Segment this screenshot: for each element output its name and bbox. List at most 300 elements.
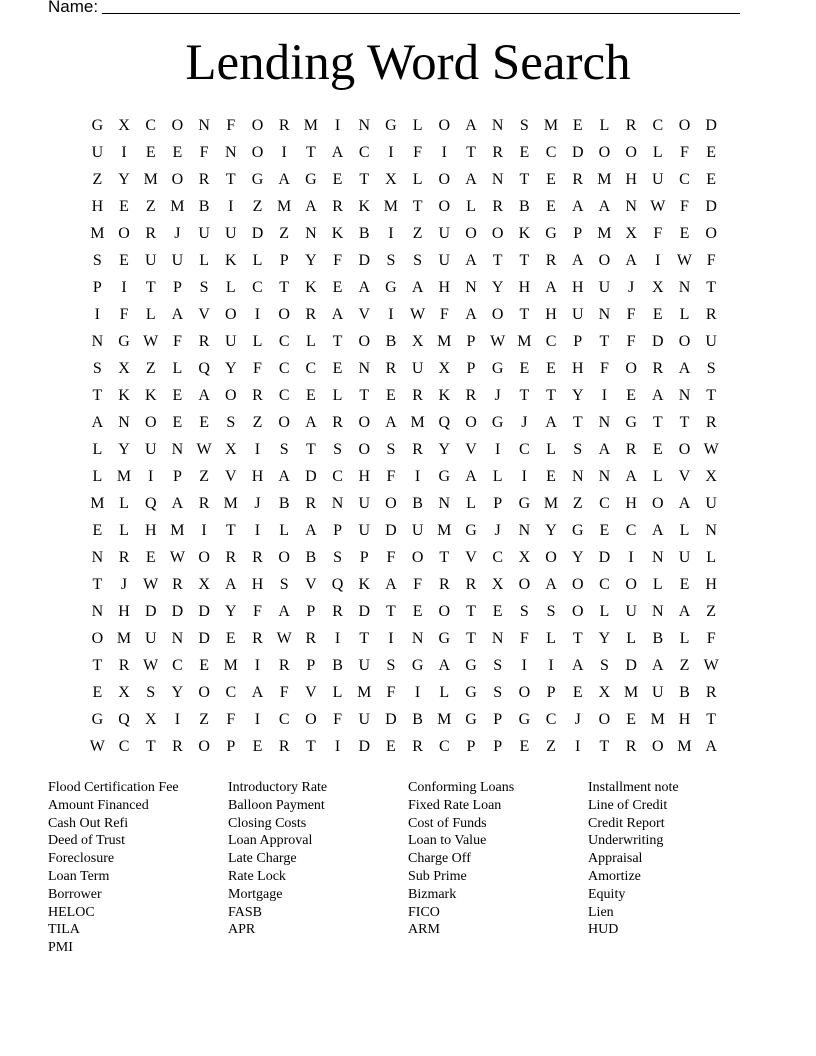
grid-letter: X	[411, 333, 424, 350]
grid-letter: A	[225, 576, 237, 593]
grid-letter: I	[254, 657, 261, 674]
grid-letter: K	[358, 198, 370, 215]
grid-letter: F	[386, 549, 396, 566]
grid-letter: U	[705, 495, 717, 512]
grid-letter: V	[358, 306, 370, 323]
grid-letter: D	[198, 630, 210, 647]
grid-letter: E	[679, 576, 690, 593]
grid-letter: H	[545, 306, 557, 323]
grid-letter: T	[652, 414, 663, 431]
grid-letter: E	[652, 306, 663, 323]
grid-letter: X	[198, 576, 210, 593]
grid-letter: Z	[199, 711, 209, 728]
grid-letter: I	[254, 441, 261, 458]
grid-letter: L	[679, 630, 690, 647]
grid-letter: S	[599, 657, 609, 674]
grid-letter: F	[386, 468, 396, 485]
grid-letter: N	[705, 522, 717, 539]
grid-letter: Z	[572, 495, 583, 512]
grid-letter: P	[172, 468, 182, 485]
grid-letter: J	[574, 711, 581, 728]
grid-letter: J	[494, 387, 501, 404]
grid-letter: L	[439, 684, 450, 701]
grid-letter: O	[278, 549, 290, 566]
grid-letter: T	[599, 738, 610, 755]
grid-letter: L	[466, 198, 476, 215]
grid-letter: H	[571, 360, 584, 377]
grid-letter: R	[438, 576, 450, 593]
grid-letter: E	[546, 360, 556, 377]
search-word: Amount Financed	[48, 797, 149, 813]
grid-letter: L	[626, 630, 636, 647]
grid-letter: R	[705, 684, 717, 701]
grid-letter: N	[358, 117, 370, 134]
grid-letter: T	[706, 387, 717, 404]
grid-letter: L	[412, 117, 423, 134]
grid-letter: R	[198, 495, 210, 512]
grid-letter: E	[332, 171, 343, 188]
grid-letter: R	[412, 441, 423, 458]
grid-letter: O	[545, 549, 557, 566]
grid-letter: A	[465, 171, 477, 188]
grid-letter: Y	[491, 279, 504, 296]
grid-letter: I	[388, 144, 394, 161]
grid-letter: C	[545, 333, 557, 350]
grid-letter: P	[493, 738, 503, 755]
grid-letter: E	[92, 522, 103, 539]
grid-letter: O	[518, 576, 531, 593]
grid-letter: D	[358, 252, 370, 269]
search-word: Underwriting	[588, 833, 664, 849]
grid-letter: U	[144, 441, 157, 458]
grid-letter: P	[172, 279, 182, 296]
grid-letter: F	[279, 684, 289, 701]
grid-letter: A	[678, 495, 691, 512]
grid-letter: G	[465, 684, 477, 701]
grid-letter: L	[652, 144, 663, 161]
search-word: Rate Lock	[228, 868, 286, 884]
grid-letter: N	[305, 225, 317, 242]
grid-letter: E	[519, 360, 530, 377]
grid-letter: L	[652, 468, 663, 485]
grid-letter: X	[598, 684, 611, 701]
grid-letter: M	[357, 684, 372, 701]
grid-letter: N	[465, 279, 477, 296]
grid-letter: B	[519, 198, 530, 215]
grid-letter: S	[386, 657, 396, 674]
grid-letter: N	[491, 171, 504, 188]
search-word: Loan Term	[48, 868, 110, 884]
grid-letter: E	[546, 198, 556, 215]
grid-row	[84, 193, 725, 220]
grid-letter: Y	[225, 360, 237, 377]
page-title: Lending Word Search	[185, 35, 631, 91]
grid-letter: W	[276, 630, 292, 647]
grid-letter: T	[145, 279, 156, 296]
grid-letter: N	[171, 630, 184, 647]
grid-letter: P	[306, 603, 316, 620]
grid-letter: Z	[706, 603, 717, 620]
grid-letter: O	[491, 225, 504, 242]
grid-letter: A	[652, 657, 664, 674]
grid-letter: C	[145, 117, 157, 134]
grid-letter: O	[171, 171, 184, 188]
grid-row	[84, 139, 725, 166]
grid-letter: A	[465, 117, 477, 134]
grid-letter: D	[385, 711, 397, 728]
grid-letter: Z	[199, 468, 209, 485]
grid-letter: W	[410, 306, 426, 323]
grid-letter: S	[706, 360, 716, 377]
grid-letter: F	[706, 252, 716, 269]
grid-letter: T	[305, 738, 316, 755]
grid-letter: R	[385, 360, 397, 377]
grid-letter: F	[333, 252, 342, 269]
grid-letter: O	[411, 549, 424, 566]
grid-row	[84, 625, 725, 652]
grid-letter: S	[573, 441, 583, 458]
grid-letter: X	[705, 468, 717, 485]
grid-letter: L	[652, 576, 663, 593]
search-word: Loan Approval	[228, 833, 313, 849]
grid-letter: R	[172, 738, 183, 755]
grid-letter: E	[679, 225, 690, 242]
grid-letter: P	[493, 495, 503, 512]
grid-letter: T	[706, 279, 717, 296]
grid-letter: C	[358, 144, 370, 161]
grid-letter: B	[198, 198, 210, 215]
grid-letter: A	[545, 414, 557, 431]
grid-letter: M	[677, 738, 692, 755]
grid-letter: A	[678, 603, 691, 620]
grid-letter: U	[438, 225, 451, 242]
grid-letter: K	[518, 225, 531, 242]
search-word: Foreclosure	[48, 851, 115, 867]
grid-letter: E	[572, 684, 583, 701]
grid-letter: O	[625, 144, 637, 161]
grid-letter: T	[599, 333, 610, 350]
grid-letter: E	[332, 279, 343, 296]
grid-letter: O	[198, 738, 210, 755]
grid-letter: M	[90, 225, 105, 242]
search-word: Lien	[588, 904, 614, 920]
grid-letter: O	[678, 117, 691, 134]
grid-letter: L	[679, 306, 690, 323]
grid-letter: O	[571, 603, 584, 620]
grid-letter: S	[199, 279, 209, 296]
grid-letter: O	[278, 306, 290, 323]
grid-row	[84, 463, 725, 490]
grid-letter: L	[145, 306, 156, 323]
grid-letter: F	[653, 225, 663, 242]
grid-letter: F	[626, 333, 636, 350]
grid-letter: A	[678, 360, 691, 377]
grid-letter: I	[388, 306, 394, 323]
grid-letter: U	[411, 522, 424, 539]
grid-letter: A	[278, 603, 290, 620]
grid-letter: R	[118, 657, 130, 674]
grid-letter: R	[572, 171, 584, 188]
search-word: Deed of Trust	[48, 833, 126, 849]
grid-letter: P	[466, 333, 476, 350]
grid-letter: J	[254, 495, 261, 512]
grid-letter: G	[385, 117, 397, 134]
grid-letter: K	[438, 387, 451, 404]
grid-row	[84, 571, 725, 598]
grid-letter: E	[572, 117, 583, 134]
grid-letter: B	[412, 495, 423, 512]
grid-letter: O	[251, 117, 264, 134]
grid-letter: O	[225, 387, 237, 404]
word-column	[588, 779, 768, 957]
grid-letter: S	[519, 117, 529, 134]
grid-letter: T	[706, 711, 717, 728]
grid-letter: I	[388, 225, 394, 242]
grid-letter: D	[571, 144, 584, 161]
grid-letter: M	[303, 117, 318, 134]
grid-letter: T	[519, 252, 530, 269]
grid-letter: R	[332, 414, 343, 431]
grid-letter: T	[519, 387, 530, 404]
grid-row	[84, 517, 725, 544]
grid-letter: T	[492, 252, 503, 269]
grid-letter: O	[358, 441, 370, 458]
grid-letter: N	[678, 387, 691, 404]
grid-letter: A	[171, 306, 184, 323]
grid-letter: F	[519, 630, 529, 647]
grid-letter: A	[465, 306, 477, 323]
grid-letter: I	[121, 144, 127, 161]
search-word: Borrower	[48, 886, 102, 902]
grid-letter: Q	[438, 414, 451, 431]
search-word: Credit Report	[588, 815, 665, 831]
grid-row	[84, 328, 725, 355]
grid-letter: F	[626, 306, 636, 323]
grid-letter: M	[90, 495, 105, 512]
grid-letter: R	[465, 387, 477, 404]
grid-letter: A	[652, 522, 664, 539]
grid-letter: O	[625, 576, 637, 593]
grid-letter: S	[493, 684, 503, 701]
grid-letter: E	[626, 711, 636, 728]
grid-letter: B	[385, 333, 397, 350]
grid-letter: E	[412, 603, 423, 620]
search-word: FASB	[228, 904, 262, 920]
grid-letter: O	[598, 144, 611, 161]
grid-letter: L	[252, 333, 263, 350]
search-word: ARM	[408, 922, 440, 938]
grid-letter: T	[572, 630, 583, 647]
grid-letter: K	[331, 225, 344, 242]
grid-letter: O	[438, 171, 451, 188]
grid-letter: F	[413, 144, 423, 161]
grid-letter: W	[703, 441, 719, 458]
grid-letter: Z	[145, 360, 156, 377]
grid-letter: C	[252, 279, 263, 296]
grid-letter: M	[543, 495, 559, 512]
grid-letter: T	[412, 198, 423, 215]
search-word: Introductory Rate	[228, 780, 328, 795]
grid-letter: D	[625, 657, 637, 674]
grid-row	[84, 733, 725, 760]
grid-letter: G	[518, 711, 531, 728]
grid-letter: E	[626, 387, 636, 404]
grid-letter: Y	[438, 441, 451, 458]
grid-letter: W	[143, 333, 159, 350]
grid-letter: C	[278, 333, 290, 350]
grid-letter: I	[414, 468, 421, 485]
grid-letter: E	[172, 144, 183, 161]
grid-letter: R	[198, 171, 210, 188]
grid-row	[84, 598, 725, 625]
grid-letter: K	[225, 252, 237, 269]
grid-letter: R	[252, 549, 263, 566]
grid-letter: A	[251, 684, 264, 701]
grid-letter: E	[519, 738, 530, 755]
grid-letter: A	[278, 171, 290, 188]
grid-letter: R	[145, 225, 157, 242]
grid-letter: O	[652, 495, 664, 512]
grid-letter: P	[493, 711, 503, 728]
grid-letter: R	[278, 657, 290, 674]
grid-letter: M	[170, 198, 185, 215]
grid-letter: E	[519, 144, 530, 161]
grid-letter: H	[91, 198, 104, 215]
grid-letter: X	[438, 360, 451, 377]
grid-letter: G	[545, 225, 557, 242]
grid-row	[84, 301, 725, 328]
grid-letter: O	[198, 549, 210, 566]
grid-letter: K	[358, 576, 370, 593]
grid-letter: N	[118, 414, 130, 431]
grid-letter: I	[548, 657, 554, 674]
grid-letter: T	[466, 603, 476, 620]
grid-letter: L	[119, 495, 129, 512]
grid-letter: M	[597, 225, 612, 242]
grid-letter: R	[412, 387, 423, 404]
grid-letter: E	[145, 144, 156, 161]
grid-letter: G	[518, 495, 531, 512]
grid-letter: Y	[118, 171, 130, 188]
grid-letter: C	[599, 576, 610, 593]
grid-letter: G	[465, 711, 477, 728]
grid-letter: E	[706, 144, 717, 161]
grid-letter: S	[333, 549, 342, 566]
grid-letter: B	[652, 630, 664, 647]
grid-letter: T	[572, 414, 583, 431]
grid-letter: Z	[546, 738, 556, 755]
grid-letter: U	[652, 684, 664, 701]
search-word: Late Charge	[228, 851, 297, 867]
search-word: Line of Credit	[588, 797, 668, 813]
grid-letter: O	[118, 225, 130, 242]
grid-letter: C	[545, 144, 557, 161]
grid-letter: S	[279, 576, 289, 593]
grid-letter: A	[625, 252, 637, 269]
grid-letter: H	[358, 468, 370, 485]
grid-letter: R	[492, 144, 503, 161]
grid-letter: G	[91, 117, 104, 134]
grid-letter: M	[277, 198, 292, 215]
grid-letter: W	[650, 198, 666, 215]
grid-letter: N	[598, 468, 611, 485]
grid-letter: C	[679, 171, 690, 188]
grid-letter: C	[305, 360, 317, 377]
grid-letter: G	[91, 711, 104, 728]
grid-letter: F	[253, 360, 262, 377]
grid-letter: A	[91, 414, 104, 431]
grid-letter: N	[91, 603, 104, 620]
grid-letter: Z	[279, 225, 290, 242]
grid-letter: B	[305, 549, 317, 566]
grid-letter: Z	[252, 198, 263, 215]
grid-letter: E	[386, 738, 396, 755]
grid-letter: X	[652, 279, 664, 296]
grid-letter: F	[119, 306, 129, 323]
grid-letter: H	[118, 603, 130, 620]
grid-letter: A	[411, 279, 424, 296]
grid-letter: D	[358, 603, 370, 620]
grid-letter: R	[332, 603, 343, 620]
grid-letter: D	[171, 603, 184, 620]
grid-letter: O	[358, 414, 370, 431]
search-word: Balloon Payment	[228, 797, 325, 813]
grid-letter: T	[679, 414, 690, 431]
grid-letter: G	[491, 360, 504, 377]
grid-letter: Y	[171, 684, 184, 701]
search-word: HELOC	[48, 904, 95, 920]
grid-letter: N	[198, 117, 210, 134]
grid-letter: O	[438, 117, 451, 134]
grid-letter: F	[199, 144, 209, 161]
grid-letter: A	[305, 414, 317, 431]
grid-letter: T	[359, 171, 370, 188]
grid-letter: Q	[118, 711, 130, 728]
grid-letter: Z	[412, 225, 423, 242]
grid-letter: P	[226, 738, 236, 755]
grid-letter: T	[225, 522, 236, 539]
grid-letter: W	[143, 657, 159, 674]
grid-letter: E	[386, 387, 396, 404]
search-word: Flood Certification Fee	[48, 780, 179, 795]
grid-letter: H	[625, 495, 637, 512]
grid-letter: M	[410, 414, 425, 431]
grid-letter: O	[225, 306, 237, 323]
grid-letter: Y	[118, 441, 130, 458]
grid-letter: E	[546, 468, 556, 485]
grid-letter: C	[438, 738, 450, 755]
grid-letter: X	[385, 171, 397, 188]
grid-letter: H	[251, 576, 264, 593]
search-word: APR	[228, 922, 256, 938]
grid-letter: G	[305, 171, 317, 188]
grid-letter: R	[305, 495, 317, 512]
grid-letter: R	[705, 306, 717, 323]
grid-letter: L	[172, 360, 183, 377]
grid-letter: G	[571, 522, 584, 539]
grid-letter: R	[625, 117, 637, 134]
grid-letter: B	[358, 225, 370, 242]
grid-letter: S	[279, 441, 289, 458]
grid-letter: E	[492, 603, 503, 620]
grid-letter: T	[279, 279, 290, 296]
grid-letter: D	[198, 603, 210, 620]
grid-letter: L	[599, 603, 610, 620]
grid-letter: O	[678, 333, 691, 350]
word-column	[228, 779, 408, 957]
grid-letter: Y	[571, 549, 584, 566]
grid-letter: G	[438, 630, 451, 647]
